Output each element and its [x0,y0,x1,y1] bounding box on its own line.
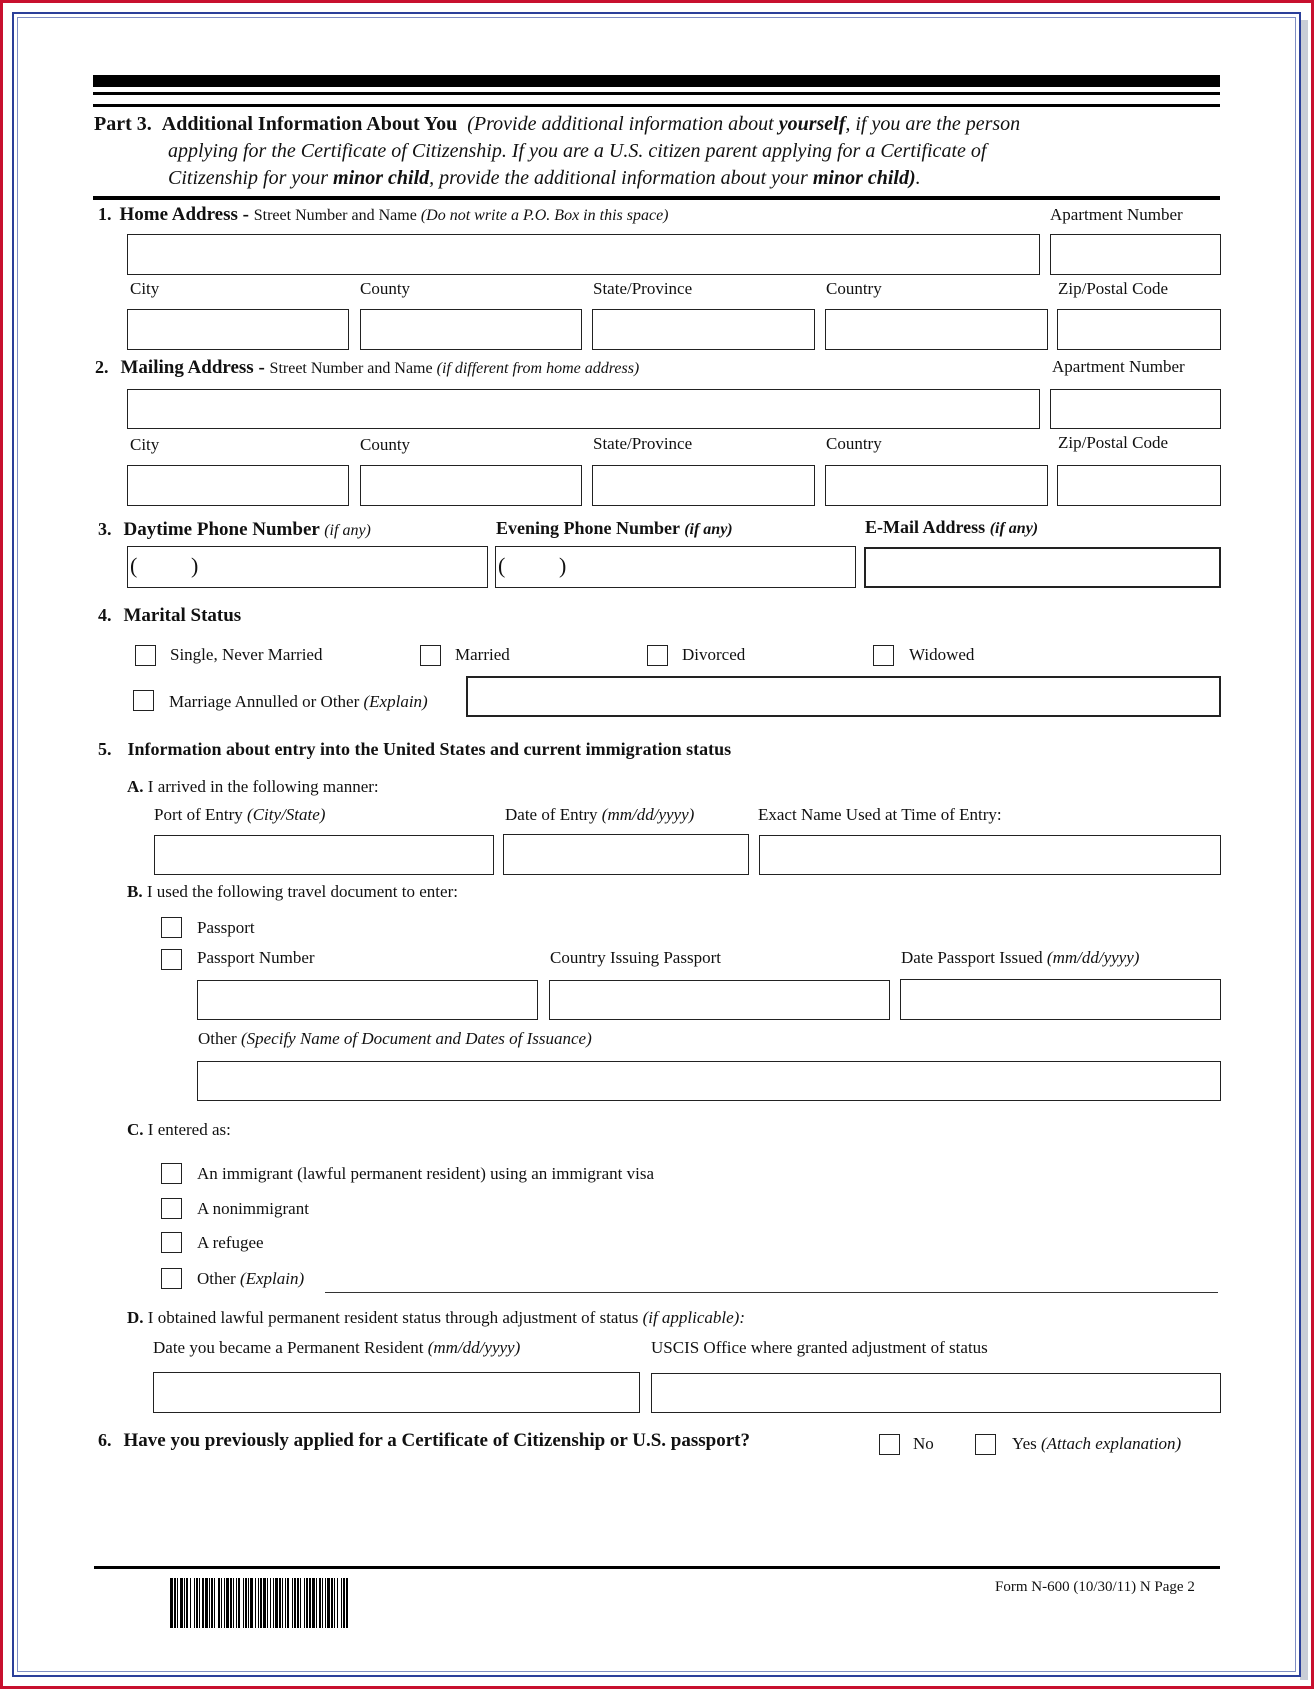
q5d-letter: D. [127,1308,144,1327]
q4-label [98,605,241,627]
q1-county-input[interactable] [360,309,582,350]
top-rule-thin-1 [93,92,1220,95]
q1-title: Home Address [119,204,238,225]
q5a-exact-name-input[interactable] [759,835,1221,875]
q3-email-input[interactable] [864,547,1221,588]
q6-yes-text: Yes [1012,1434,1041,1453]
q5b-passport-number-label: Passport Number [197,948,315,967]
q3-label [98,519,371,541]
q4-widowed-label: Widowed [909,645,975,664]
q5b-country-issuing-label: Country Issuing Passport [550,948,721,967]
q5b-other-input[interactable] [197,1061,1221,1101]
q5a-port-input[interactable] [154,835,494,875]
part-header-line3 [168,165,921,192]
q2-sub: Street Number and Name [269,360,437,377]
q5b-other-note: (Specify Name of Document and Dates of Issuance) [240,1029,592,1048]
q2-apt-input[interactable] [1050,389,1221,429]
q3-daytime-note: (if any) [324,522,371,539]
q5a-date-note: (mm/dd/yyyy) [601,805,695,824]
q5c-other-note: (Explain) [239,1269,305,1288]
q1-street-input[interactable] [127,234,1040,275]
q5a-port-label [154,805,325,825]
q6-question: Have you previously applied for a Certificate of Citizenship or U.S. passport? [123,1430,750,1451]
q5-title: Information about entry into the United States and current immigration status [127,739,732,759]
q5a-exact-label: Exact Name Used at Time of Entry: [758,805,1002,824]
q1-state-label: State/Province [593,279,693,298]
q3-evening-note: (if any) [684,521,733,538]
q5b-date-issued-note: (mm/dd/yyyy) [1046,948,1140,967]
q5d-office-label: USCIS Office where granted adjustment of status [651,1338,988,1357]
q5c-text: I entered as: [147,1120,231,1139]
part-instructions-g: minor child) [812,167,916,189]
q1-country-input[interactable] [825,309,1048,350]
q5b-label [127,882,458,902]
q5c-other-label [197,1269,304,1289]
part-instructions-f: , provide the additional information about your [429,167,813,189]
part-title: Additional Information About You [161,113,458,135]
q1-city-input[interactable] [127,309,349,350]
q5b-date-issued-input[interactable] [900,979,1221,1020]
q5a-date-label [505,805,694,825]
q1-county-label: County [360,279,411,298]
q6-number: 6. [98,1430,112,1450]
q5d-note: (if applicable): [642,1308,746,1327]
q6-no-checkbox[interactable] [879,1434,900,1455]
q5d-date-label [153,1338,520,1358]
q5d-text: I obtained lawful permanent resident status through adjustment of status [147,1308,643,1327]
q6-no-label: No [913,1434,934,1453]
q5c-refugee-label: A refugee [197,1233,264,1252]
barcode-bar [348,1578,349,1628]
q2-county-input[interactable] [360,465,582,506]
q3-email-note: (if any) [989,520,1039,537]
q1-zip-input[interactable] [1057,309,1221,350]
q2-title: Mailing Address [120,357,254,378]
q2-apt-label: Apartment Number [1052,357,1185,376]
q2-state-input[interactable] [592,465,815,506]
q5d-label [127,1308,745,1328]
q3-email-label-group [865,517,1038,538]
q5d-date-text: Date you became a Permanent Resident [153,1338,428,1357]
q2-dash: - [253,357,270,378]
q4-divorced-label: Divorced [682,645,746,664]
q2-zip-label: Zip/Postal Code [1058,433,1169,452]
q6-yes-label [1012,1434,1181,1454]
q5b-country-issuing-input[interactable] [549,980,890,1020]
part-instructions-b: yourself [778,113,846,135]
q5c-label [127,1120,231,1140]
q4-single-checkbox[interactable] [135,645,156,666]
q5c-other-checkbox[interactable] [161,1268,182,1289]
q5a-port-text: Port of Entry [154,805,248,824]
q1-zip-label: Zip/Postal Code [1058,279,1169,298]
q5b-other-label [198,1029,592,1049]
q5a-text: I arrived in the following manner: [147,777,379,796]
q3-evening-paren-open: ( [498,553,506,578]
q2-label [95,357,639,379]
q4-explain-input[interactable] [466,676,1221,717]
q1-number: 1. [98,204,112,224]
part-instructions-h: . [915,167,921,189]
footer-rule [94,1566,1220,1569]
q5a-date-text: Date of Entry [505,805,602,824]
q4-annulled-checkbox[interactable] [133,690,154,711]
q1-dash: - [237,204,254,225]
part-header-line1 [94,111,1020,138]
q3-daytime-paren-open: ( [130,553,138,578]
q3-email-label: E-Mail Address [865,517,990,537]
q2-state-label: State/Province [593,434,693,453]
part-instructions-line2: applying for the Certificate of Citizenship. If you are a U.S. citizen parent applying for a Certificate of [168,140,987,162]
q3-daytime-label: Daytime Phone Number [123,519,325,540]
top-rule-thick [93,75,1220,87]
q1-apt-label: Apartment Number [1050,205,1183,224]
part-instructions-a: (Provide additional information about [467,113,779,135]
q5b-date-issued-label [901,948,1139,968]
q4-divorced-checkbox[interactable] [647,645,668,666]
q5b-passport-number-input[interactable] [197,980,538,1020]
q3-evening-label-group [496,518,733,539]
q3-evening-phone-input[interactable] [495,546,856,588]
q2-country-label: Country [826,434,882,453]
q1-apt-input[interactable] [1050,234,1221,275]
q1-sub: Street Number and Name [253,207,421,224]
q4-single-label: Single, Never Married [170,645,323,664]
q2-city-input[interactable] [127,465,349,506]
top-rule-thin-2 [93,104,1220,107]
q1-label [98,204,669,226]
q5b-passport-label: Passport [197,918,255,937]
q3-evening-label: Evening Phone Number [496,518,685,538]
q5b-date-issued-text: Date Passport Issued [901,948,1047,967]
part-instructions-c: , if you are the person [845,113,1021,135]
q6-yes-checkbox[interactable] [975,1434,996,1455]
q2-number: 2. [95,357,109,377]
q5c-letter: C. [127,1120,144,1139]
q5c-immigrant-checkbox[interactable] [161,1163,182,1184]
q2-street-input[interactable] [127,389,1040,429]
q5c-immigrant-label: An immigrant (lawful permanent resident) using an immigrant visa [197,1164,654,1183]
q1-note: (Do not write a P.O. Box in this space) [420,207,669,224]
q2-note: (if different from home address) [436,360,640,377]
q5c-other-text: Other [197,1269,240,1288]
part-number: Part 3. [94,113,152,135]
q4-title: Marital Status [123,605,242,626]
q5-number: 5. [98,739,112,759]
q4-number: 4. [98,605,112,625]
q6-yes-note: (Attach explanation) [1041,1434,1182,1453]
q5b-text: I used the following travel document to enter: [146,882,458,901]
part-instructions-e: minor child [333,167,430,189]
q3-number: 3. [98,519,112,539]
q2-zip-input[interactable] [1057,465,1221,506]
q5d-date-note: (mm/dd/yyyy) [427,1338,521,1357]
q5d-office-input[interactable] [651,1373,1221,1413]
part-instructions-d: Citizenship for your [168,167,334,189]
q4-married-checkbox[interactable] [420,645,441,666]
q5c-refugee-checkbox[interactable] [161,1232,182,1253]
q5c-other-explain-line[interactable] [325,1292,1218,1293]
q5d-date-input[interactable] [153,1372,640,1413]
q2-country-input[interactable] [825,465,1048,506]
page-shadow [1300,20,1308,1680]
barcode [170,1578,349,1628]
q5c-nonimmigrant-label: A nonimmigrant [197,1199,309,1218]
q2-city-label: City [130,435,160,454]
q3-evening-paren-close: ) [559,553,567,578]
q5c-nonimmigrant-checkbox[interactable] [161,1198,182,1219]
q2-county-label: County [360,435,411,454]
q5a-port-note: (City/State) [247,805,326,824]
q4-annulled-note: (Explain) [363,692,428,711]
q1-state-input[interactable] [592,309,815,350]
q1-country-label: Country [826,279,882,298]
q5b-other-text: Other [198,1029,241,1048]
q5a-label [127,777,379,797]
q5b-letter: B. [127,882,143,901]
q4-widowed-checkbox[interactable] [873,645,894,666]
q1-city-label: City [130,279,160,298]
q4-annulled-label-group [169,692,428,712]
q3-daytime-phone-input[interactable] [127,546,488,588]
part-header-rule [93,196,1220,200]
q4-married-label: Married [455,645,510,664]
q6-label [98,1430,750,1452]
q5b-passport-checkbox[interactable] [161,917,182,938]
q4-annulled-label: Marriage Annulled or Other [169,692,364,711]
q5b-passport-number-checkbox[interactable] [161,949,182,970]
q5a-letter: A. [127,777,144,796]
form-id: Form N-600 (10/30/11) N Page 2 [995,1579,1195,1595]
q5-label [98,739,731,760]
q3-daytime-paren-close: ) [191,553,199,578]
q5a-date-input[interactable] [503,834,749,875]
